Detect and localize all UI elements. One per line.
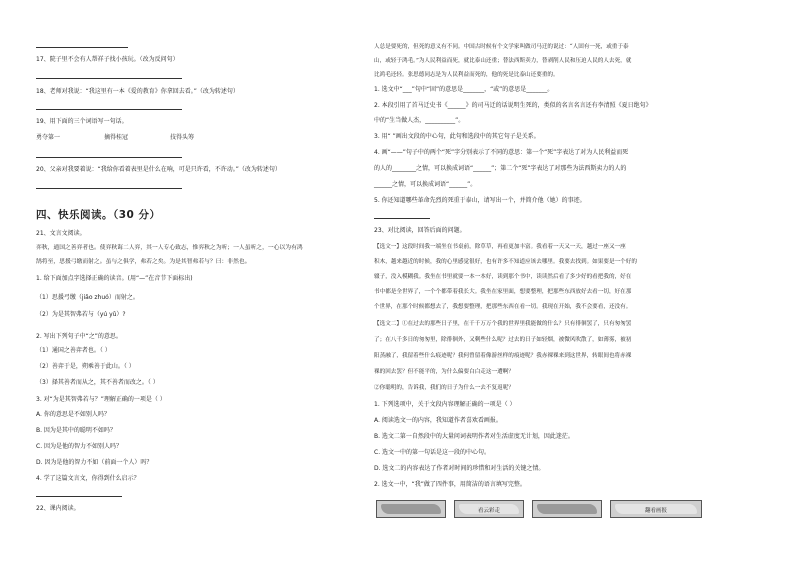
option-line: （2）为是其智弗若与（yú yǔ）?: [36, 311, 126, 318]
passage-line: 积木，越来越近的时候，我的心里感觉很好，也有许多不知道应该去哪里。我要去找到。如果要是一个好的: [374, 259, 637, 265]
passage-line: 人总是要死的，但死的意义有不同。中国古时候有个文学家叫做司马迁的说过：“人固有一死，或重于泰: [374, 44, 629, 50]
choice-b: B. 因为是其中的聪明不如吗？: [36, 427, 116, 434]
word-3: 技得头筹: [170, 134, 195, 141]
sequence-box-label: 翻看画报: [644, 508, 667, 514]
sub-question-1: 1. 下列选项中，关于文段内容理解正确的一项是（ ）: [374, 401, 516, 408]
passage-line: ②你聪明的，告诉我，我们的日子为什么一去不复返呢？: [374, 385, 514, 391]
question-17: 17、院子里不会有人帮祥子找小孩玩。（改为反问句）: [36, 56, 179, 63]
answer-line: [36, 496, 122, 497]
answer-line: [36, 109, 182, 110]
answer-line: [36, 78, 182, 79]
choice-a: A. 你的意思是不如别人吗？: [36, 411, 110, 418]
option-line: （1）思援弓缴（jiǎo zhuó）而射之。: [36, 294, 139, 301]
sequence-boxes: [374, 500, 758, 520]
choice-a: A. 阅读选文一的内容，我知道作者喜欢看画报。: [374, 417, 502, 424]
sequence-box-label: 看云彩走: [477, 508, 500, 514]
sub-question-1: 1. 给下面加点字选择正确的读音。(用“—”在音节下面标出): [36, 275, 193, 282]
choice-c: C. 选文一中的第一句话是这一段的中心句。: [374, 449, 491, 456]
passage-line: 山，或轻于鸿毛。”为人民利益而死，就比泰山还重；替法西斯卖力，替剥削人民和压迫人民的人去死，就: [374, 58, 632, 64]
passage-line: 比鸿毛还轻。张思德同志是为人民利益而死的，他的死是比泰山还要重的。: [374, 72, 559, 78]
choice-d: D. 选文二的内容表达了作者对时间的珍惜和对生活的关键之情。: [374, 465, 545, 472]
sub-question-3: 3. 对“为是其智弗若与？”理解正确的一项是（ ）: [36, 396, 166, 403]
sub-question-1: 1. 选文中“___”句中“固”的意思是_______，“或”的意思是_______。: [374, 86, 554, 93]
option-line: （1）通国之善弈者也。（ ）: [36, 347, 111, 354]
question-23: 23、对比阅读，回答后面的问题。: [374, 227, 466, 234]
passage-line: 【选文二】①在过去的那些日子里，在千千万万个我的世界里我能做的什么？只有徘徊罢了，只有匆匆罢: [374, 321, 632, 327]
sub-question-4-cont: ______之情，可以换成词语“______”。: [374, 181, 477, 188]
passage-line: 阳蒸融了，我留着些什么痕迹呢？我何曾留着像游丝样的痕迹呢？我赤裸裸来到这世界，转眼间也将赤裸: [374, 353, 632, 359]
option-line: （2）善弈于是，朔乘善于此山。（ ）: [36, 363, 135, 370]
sub-question-3: 3. 用“ ”画出文段的中心句，此句和选段中的其它句子是关系。: [374, 133, 540, 140]
sub-question-4: 4. 画“——”句子中的两个“死”字分别表示了不同的意思：第一个“死”字表达了对为人民利益而死: [374, 149, 629, 156]
sub-question-4: 4. 学了这篇文言文，你得到什么启示？: [36, 475, 140, 482]
answer-line: [36, 157, 182, 158]
question-20: 20、父亲对我要着说：“我给你看着表里是什么在响，可是只许看，不许动。”（改为转述句）: [36, 166, 281, 173]
sequence-box-1[interactable]: [376, 500, 446, 518]
choice-d: D. 因为是他的智力不如（前面一个人）吗？: [36, 459, 153, 466]
sequence-box-4[interactable]: [610, 500, 702, 518]
sub-question-2-cont: 中的“生当做人杰，__________”。: [374, 117, 465, 124]
sequence-box-3[interactable]: [532, 500, 602, 518]
sub-question-2: 2. 本段引用了首马迁史书《______》的司马迁的话说明生死的，类似的名言名言还有李清照《夏日绝句》: [374, 102, 652, 109]
passage-line: 鹄将至，思援弓缴而射之。虽与之俱学，弗若之矣。为是其智弗若与？曰：非然也。: [36, 259, 251, 265]
passage-line: 个世界，在那个时候都想去了，我想要整理，把那些东西在看一切。我现在开始，我不会要看，还没有。: [374, 304, 632, 310]
choice-b: B. 选文二第一自然段中的大量问词表明作者对生活虚度无计划，因此迷茫。: [374, 433, 574, 440]
word-2: 摘得桂冠: [104, 134, 129, 141]
sub-question-5: 5. 你还知道哪些革命先烈的死重于泰山，请写出一个，并简介他（她）的事迹。: [374, 197, 586, 204]
question-22: 22、课内阅读。: [36, 505, 80, 512]
choice-c: C. 因为是他的智力不如别人吗？: [36, 443, 123, 450]
section-title: 四、快乐阅读。（30 分）: [36, 209, 161, 221]
passage-line: 了；在八千多日的匆匆里，除徘徊外，又剩些什么呢？过去的日子如轻烟，被微风吹散了，如薄雾，被初: [374, 337, 632, 343]
question-21: 21、文言文阅读。: [36, 230, 86, 237]
answer-line: [374, 218, 430, 219]
answer-line: [36, 188, 182, 189]
question-19: 19、用下面的三个词语写一句话。: [36, 118, 128, 125]
sub-question-4-cont: 的人的________之情，可以换成词语“______”；第二个“死”字表达了对那些为法西斯卖力的人的: [374, 165, 627, 172]
passage-line: 【选文一】这段时间我一端坐在书桌前，除草草，再看更加丰富。我看着一天又一天，越过一座又一座: [374, 244, 626, 250]
passage-line: 裸的回去罢？但不能平的，为什么偏要白白走这一遭啊？: [374, 369, 514, 375]
word-1: 勇夺第一: [36, 134, 61, 141]
passage-line: 辍子，没入模糊我。我坐在书里就要一本一本好，读到那个书中，读读然后看了多少好的看把我的，好在: [374, 274, 632, 280]
sub-question-2: 2. 选文一中，“我”做了四件事，用简洁的语言填写完整。: [374, 481, 526, 488]
answer-line: [36, 47, 128, 48]
passage-line: 书中都是全世界了，一个个都带着我长大。我坐在家里面，想要整理，把那些东西放好去看一切，好在那: [374, 289, 632, 295]
option-line: （3）择其善者而从之，其不善者而改之。（ ）: [36, 379, 159, 386]
question-18: 18、老师对我说：“我这里有一本《爱的教育》你拿回去看。”（改为转述句）: [36, 88, 239, 95]
sub-question-2: 2. 写出下列句子中“之”的意思。: [36, 333, 122, 340]
sequence-box-2[interactable]: [454, 500, 524, 518]
passage-line: 弈秋，通国之善弈者也。使弈秋诲二人弈，其一人专心致志，惟弈秋之为听；一人虽听之，一心以为有鸿: [36, 245, 303, 251]
